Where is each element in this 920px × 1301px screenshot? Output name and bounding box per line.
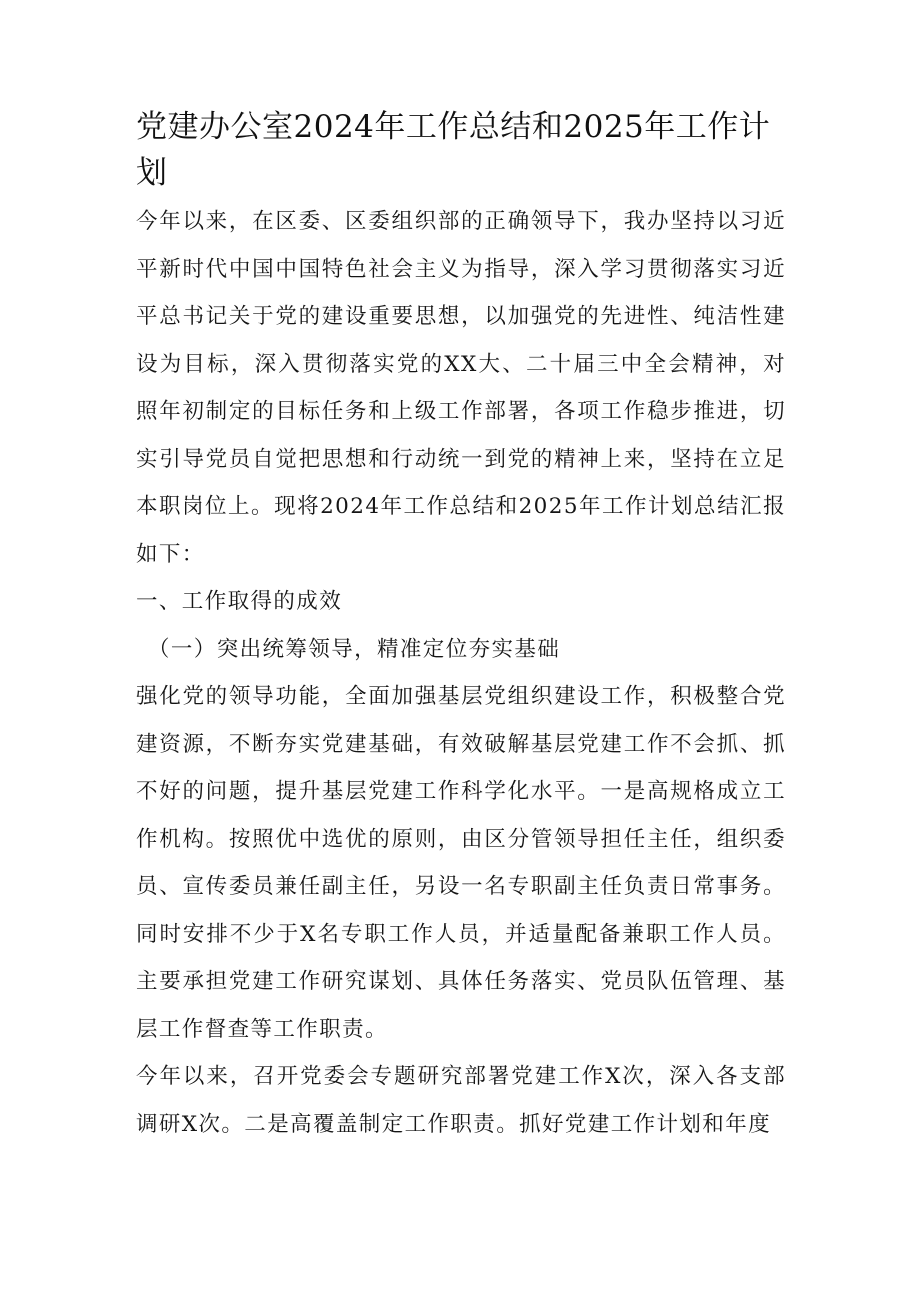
- document-title: 党建办公室2024年工作总结和2025年工作计划: [136, 109, 771, 191]
- intro-paragraph: 今年以来，在区委、区委组织部的正确领导下，我办坚持以习近平新时代中国中国特色社会主义为指导，深入学习贯彻落实习近平总书记关于党的建设重要思想，以加强党的先进性、纯洁性建设为目标，深入贯彻落实党的XX大、二十届三中全会精神，对照年初制定的目标任务和上级工作部署，各项工作稳步推进，切实引导党员自觉把思想和行动统一到党的精神上来，坚持在立足本职岗位上。现将2024年工作总结和2025年工作计划总结汇报如下：: [136, 209, 786, 567]
- body-paragraph: 今年以来，召开党委会专题研究部署党建工作X次，深入各支部调研X次。二是高覆盖制定工作职责。抓好党建工作计划和年度: [136, 1064, 786, 1137]
- subsection-heading: （一）突出统筹领导，精准定位夯实基础: [148, 636, 561, 662]
- document-body: [136, 104, 786, 1148]
- section-heading: 一、工作取得的成效: [136, 589, 343, 614]
- body-paragraph: 强化党的领导功能，全面加强基层党组织建设工作，积极整合党建资源，不断夯实党建基础，有效破解基层党建工作不会抓、抓不好的问题，提升基层党建工作科学化水平。一是高规格成立工作机构。按照优中选优的原则，由区分管领导担任主任，组织委员、宣传委员兼任副主任，另设一名专职副主任负责日常事务。同时安排不少于X名专职工作人员，并适量配备兼职工作人员。主要承担党建工作研究谋划、具体任务落实、党员队伍管理、基层工作督查等工作职责。: [136, 684, 786, 1042]
